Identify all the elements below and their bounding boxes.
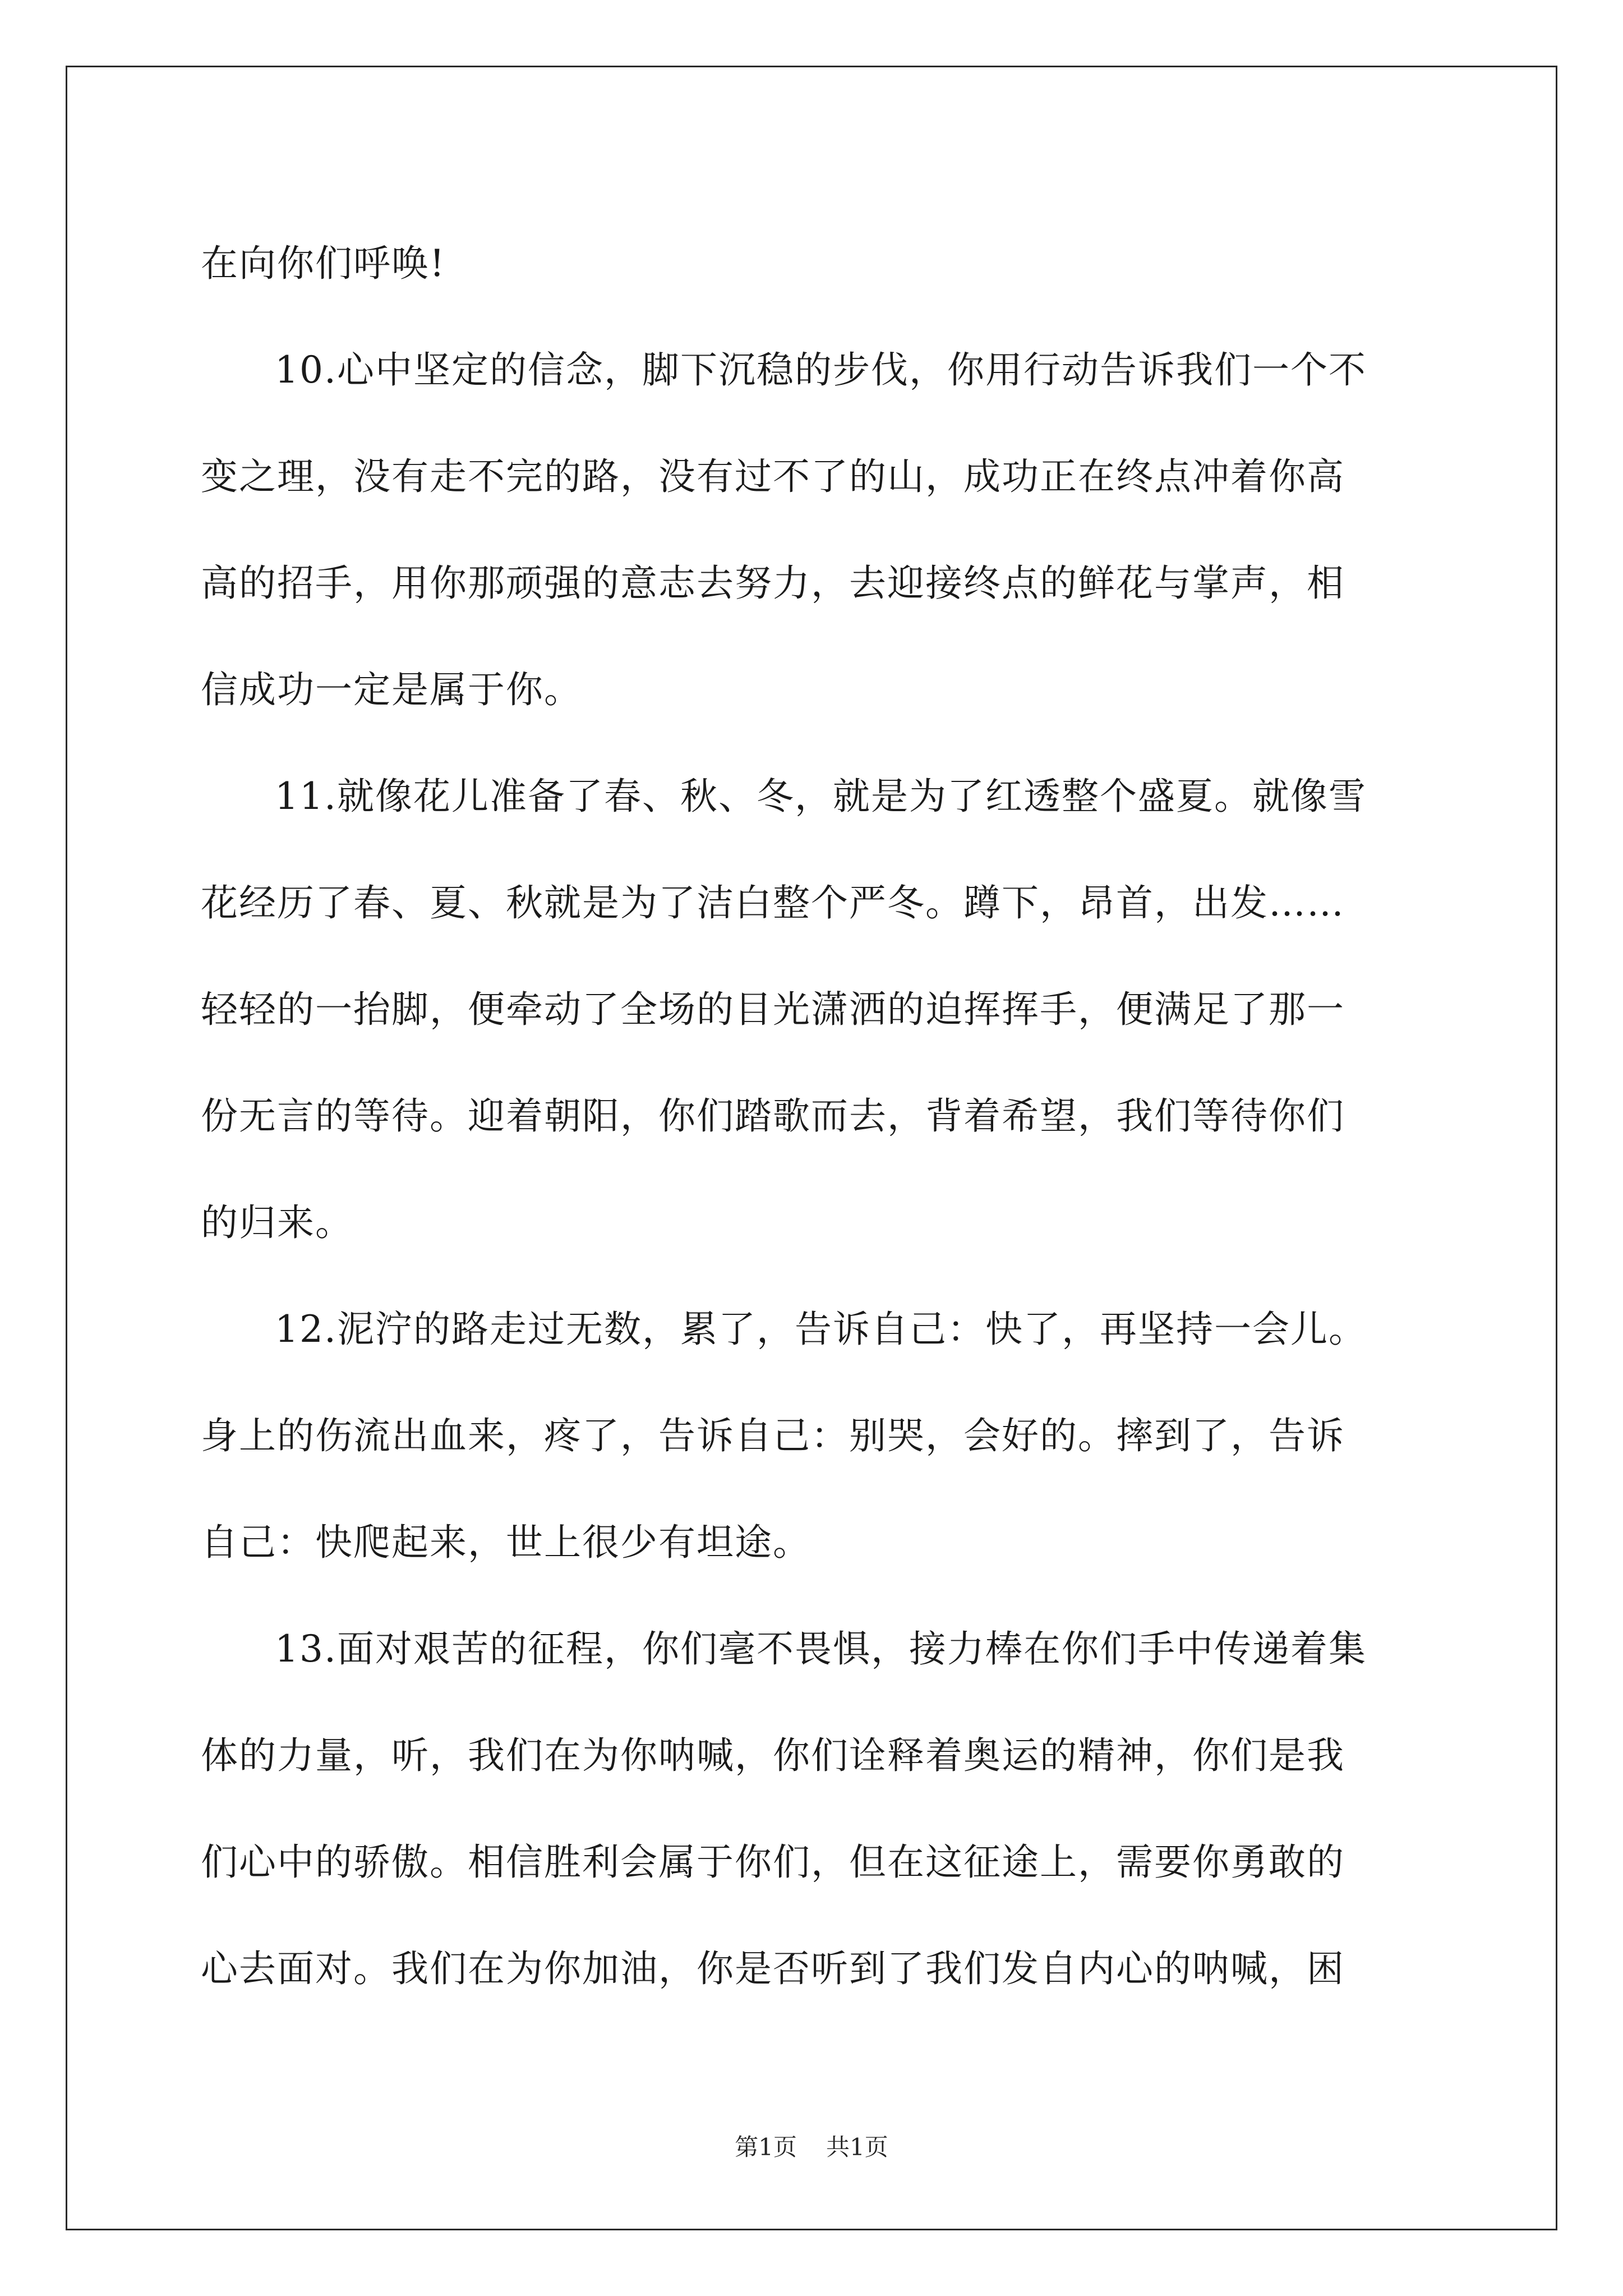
text-line: 12.泥泞的路走过无数，累了，告诉自己：快了，再坚持一会儿。 [275,1308,1367,1351]
text-line: 心去面对。我们在为你加油，你是否听到了我们发自内心的呐喊，困 [201,1947,1345,1990]
page-number-total: 共1页 [826,2133,888,2161]
text-line: 花经历了春、夏、秋就是为了洁白整个严冬。蹲下，昂首，出发…… [201,881,1345,924]
document-body [201,210,1435,2022]
text-line: 份无言的等待。迎着朝阳，你们踏歌而去，背着希望，我们等待你们 [201,1094,1345,1138]
text-line: 信成功一定是属于你。 [201,668,582,711]
text-line: 们心中的骄傲。相信胜利会属于你们，但在这征途上，需要你勇敢的 [201,1841,1345,1884]
text-line: 高的招手，用你那顽强的意志去努力，去迎接终点的鲜花与掌声，相 [201,562,1345,605]
text-line: 在向你们呼唤! [201,242,446,285]
text-line: 13.面对艰苦的征程，你们毫不畏惧，接力棒在你们手中传递着集 [275,1627,1367,1671]
page-number-current: 第1页 [735,2133,797,2161]
text-line: 轻轻的一抬脚，便牵动了全场的目光潇洒的迫挥挥手，便满足了那一 [201,988,1345,1031]
text-line: 11.就像花儿准备了春、秋、冬，就是为了红透整个盛夏。就像雪 [275,775,1367,818]
text-line: 10.心中坚定的信念，脚下沉稳的步伐，你用行动告诉我们一个不 [275,348,1367,392]
text-line: 身上的伤流出血来，疼了，告诉自己：别哭，会好的。摔到了，告诉 [201,1414,1345,1457]
text-line: 变之理，没有走不完的路，没有过不了的山，成功正在终点冲着你高 [201,455,1345,498]
page-footer [0,2129,1623,2162]
text-line: 自己：快爬起来，世上很少有坦途。 [201,1521,811,1564]
text-line: 体的力量，听，我们在为你呐喊，你们诠释着奥运的精神，你们是我 [201,1734,1345,1777]
text-line: 的归来。 [201,1201,353,1244]
